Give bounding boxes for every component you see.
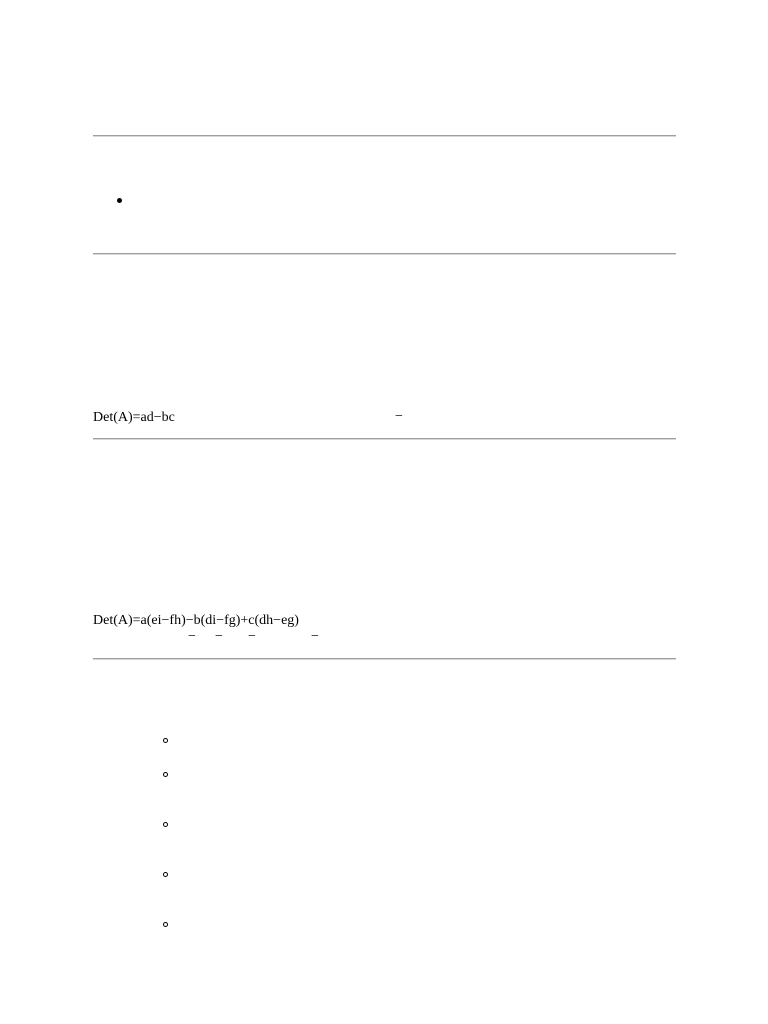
horizontal-rule-1 xyxy=(93,135,676,137)
list-bullet-circle xyxy=(163,822,168,827)
det-3x3-minus-mark-4: − xyxy=(311,629,319,644)
det-3x3-minus-mark-2: − xyxy=(215,629,223,644)
list-bullet-circle xyxy=(163,772,168,777)
list-bullet-disc xyxy=(117,198,122,203)
horizontal-rule-2 xyxy=(93,253,676,255)
det-3x3-formula: Det(A)=a(ei−fh)−b(di−fg)+c(dh−eg) xyxy=(93,613,299,628)
det-2x2-stray-minus: − xyxy=(395,409,403,424)
det-3x3-minus-mark-3: − xyxy=(248,629,256,644)
list-bullet-circle xyxy=(163,738,168,743)
det-3x3-minus-mark-1: − xyxy=(188,629,196,644)
list-bullet-circle xyxy=(163,922,168,927)
horizontal-rule-3 xyxy=(93,438,676,440)
det-2x2-formula: Det(A)=ad−bc xyxy=(93,410,175,425)
list-bullet-circle xyxy=(163,872,168,877)
horizontal-rule-4 xyxy=(93,658,676,660)
